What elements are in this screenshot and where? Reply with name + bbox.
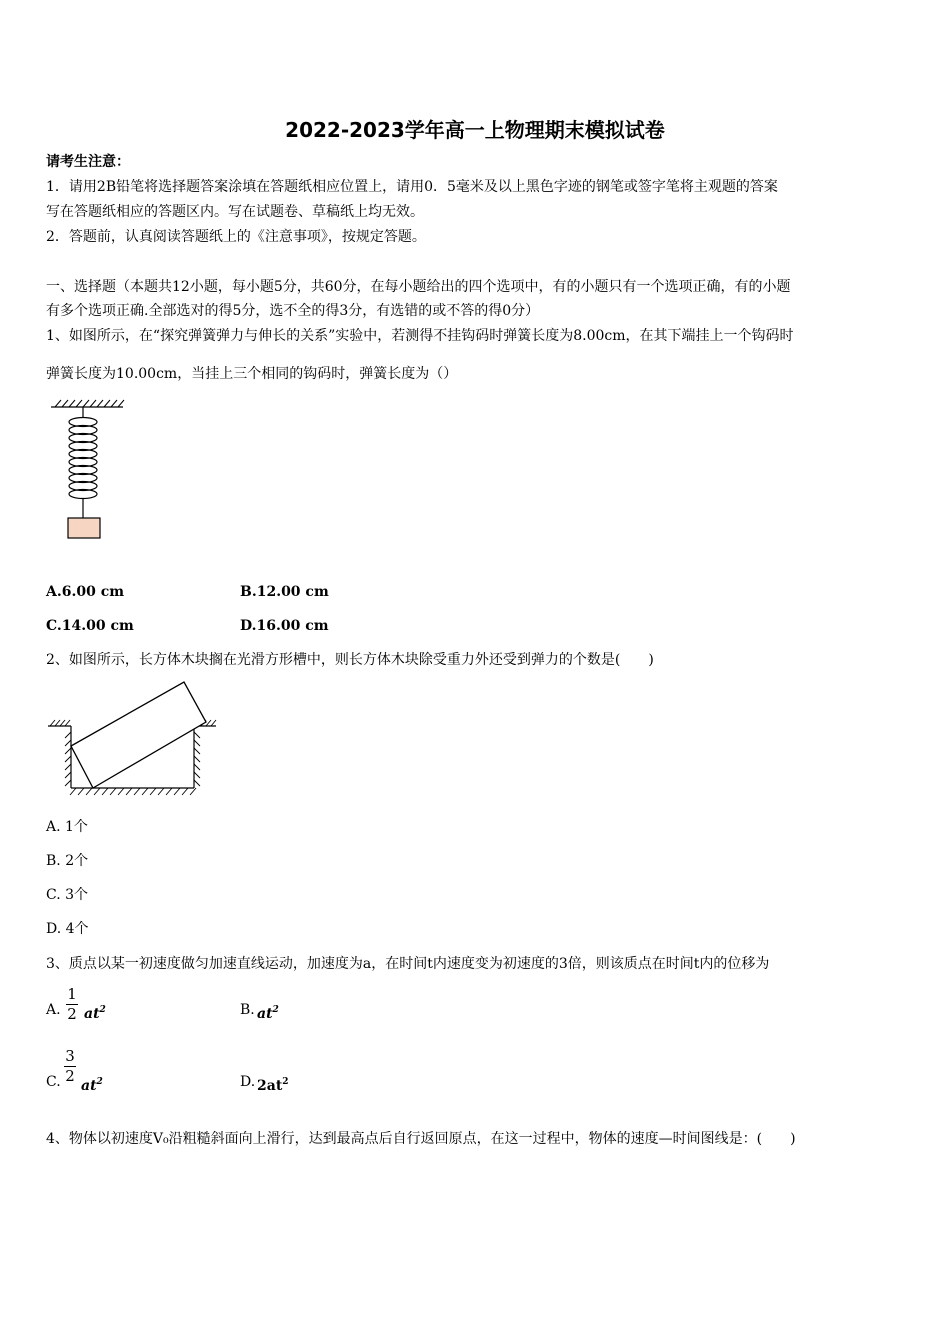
q3-option-c-fraction [62,1048,78,1085]
trough-figure [44,680,224,800]
section-heading-line-1: 一、选择题（本题共12小题，每小题5分，共60分，在每小题给出的四个选项中，有的小题只有一个选项正确，有的小题 [46,279,791,295]
fraction-numerator: 3 [65,1047,75,1065]
notice-line-1: 1．请用2B铅笔将选择题答案涂填在答题纸相应位置上，请用0．5毫米及以上黑色字迹的钢笔或签字笔将主观题的答案 [46,179,778,195]
q3-option-b-expression: $at^2$ [257,1005,279,1022]
exponent: 2 [282,1077,289,1087]
q3-option-b-label: B. [240,1002,255,1018]
q3-option-d-label: D. [240,1074,256,1090]
q3-option-c-label: C. [46,1074,61,1090]
q3-option-a-label: A. [46,1002,61,1018]
q3-option-a-fraction [64,986,80,1023]
fraction-denominator: 2 [65,1067,75,1085]
exponent: 2 [99,1005,106,1015]
q2-option-a: A. 1个 [46,819,88,835]
fraction-numerator: 1 [67,985,77,1003]
q3-option-c-expression: $at^2$ [81,1077,103,1094]
q2-option-c: C. 3个 [46,887,89,903]
notice-line-2: 写在答题纸相应的答题区内。写在试题卷、草稿纸上均无效。 [46,204,424,220]
page-title: 2022-2023学年高一上物理期末模拟试卷 [285,118,665,142]
q1-option-a: A.6.00 cm [46,584,125,600]
exponent: 2 [272,1005,279,1015]
q3-stem: 3、质点以某一初速度做匀加速直线运动，加速度为a，在时间t内速度变为初速度的3倍，则该质点在时间t内的位移为 [46,956,770,972]
q1-stem-line-1: 1、如图所示，在“探究弹簧弹力与伸长的关系”实验中，若测得不挂钩码时弹簧长度为8.00cm，在其下端挂上一个钩码时 [46,328,794,344]
section-heading-line-2: 有多个选项正确.全部选对的得5分，选不全的得3分，有选错的或不答的得0分） [46,303,540,319]
q3-option-d-expression: $2at^2$ [257,1077,289,1094]
q1-stem-line-2: 弹簧长度为10.00cm，当挂上三个相同的钩码时，弹簧长度为（） [46,366,458,382]
exponent: 2 [96,1077,103,1087]
q1-option-c: C.14.00 cm [46,618,134,634]
q1-option-b: B.12.00 cm [240,584,329,600]
q2-stem: 2、如图所示，长方体木块搁在光滑方形槽中，则长方体木块除受重力外还受到弹力的个数是( ) [46,652,654,668]
q1-option-d: D.16.00 cm [240,618,329,634]
q2-option-d: D. 4个 [46,921,89,937]
fraction-denominator: 2 [67,1005,77,1023]
q3-option-a-expression: $at^2$ [84,1005,106,1022]
notice-line-3: 2．答题前，认真阅读答题纸上的《注意事项》，按规定答题。 [46,229,426,245]
q2-option-b: B. 2个 [46,853,89,869]
q4-stem: 4、物体以初速度V₀沿粗糙斜面向上滑行，达到最高点后自行返回原点，在这一过程中，物体的速度—时间图线是：( ) [46,1131,796,1147]
notice-heading: 请考生注意： [46,154,130,170]
spring-figure [45,396,135,546]
